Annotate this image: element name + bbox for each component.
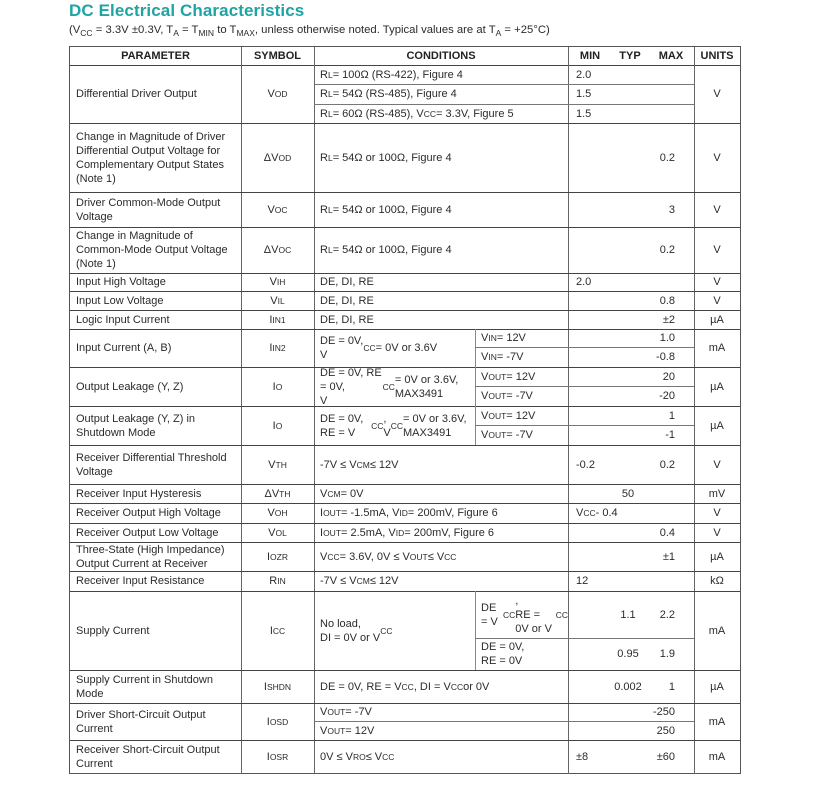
max-value: -0.8	[656, 351, 675, 363]
condition-cell: 0V ≤ V RO ≤ V CC	[320, 751, 395, 763]
condition-cell: DE = 0V, RE = 0V	[481, 641, 525, 667]
symbol-cell: V IL	[270, 294, 285, 307]
condition-main-cell: DE = 0V, V CC = 0V or 3.6V	[320, 335, 438, 361]
parameter-cell: Supply Current in Shutdown Mode	[76, 673, 213, 700]
max-value: -20	[659, 390, 675, 402]
symbol-cell: ΔV TH	[264, 487, 291, 500]
max-value: 3	[668, 203, 675, 216]
condition-cell: DE, DI, RE	[320, 294, 374, 307]
condition-cell: DE = 0V, RE = V CC , DI = V CC or 0V	[320, 680, 490, 693]
condition-cell: V OUT = -7V	[320, 706, 372, 718]
typ-value: 0.002	[614, 680, 642, 693]
dc-characteristics-table	[69, 46, 741, 774]
condition-cell: DE, DI, RE	[320, 276, 374, 288]
units-cell: µA	[710, 313, 724, 326]
parameter-cell: Receiver Input Resistance	[76, 575, 205, 587]
row-divider	[475, 386, 694, 387]
header-symbol: SYMBOL	[253, 50, 302, 62]
max-value: -250	[652, 706, 675, 718]
symbol-cell: V IH	[269, 276, 286, 288]
symbol-cell: I IN2	[269, 342, 286, 354]
units-cell: µA	[710, 550, 724, 563]
parameter-cell: Supply Current	[76, 624, 150, 637]
units-cell: V	[713, 458, 721, 471]
condition-cell: -7V ≤ V CM ≤ 12V	[320, 458, 399, 471]
max-value: 2.2	[659, 608, 675, 621]
units-cell: V	[713, 507, 721, 519]
condition-cell: DE = V CC , RE = 0V or V CC	[481, 594, 568, 635]
parameter-cell: Receiver Output High Voltage	[76, 507, 221, 519]
typ-value: 50	[621, 487, 635, 500]
condition-cell: V OUT = 12V	[320, 724, 375, 737]
max-value: -1	[665, 429, 675, 441]
parameter-cell: Three-State (High Impedance) Output Current at Receiver	[76, 543, 225, 570]
parameter-cell: Output Leakage (Y, Z) in Shutdown Mode	[76, 412, 196, 439]
row-divider	[314, 721, 694, 722]
units-cell: V	[713, 276, 721, 288]
units-cell: mA	[708, 342, 726, 354]
max-value: 0.4	[659, 526, 675, 539]
symbol-cell: I O	[272, 419, 283, 432]
units-cell: V	[713, 88, 721, 100]
parameter-cell: Change in Magnitude of Common-Mode Output Voltage (Note 1)	[76, 230, 228, 270]
min-value: 1.5	[576, 107, 592, 120]
symbol-cell: V OC	[267, 203, 288, 216]
max-value: 1.9	[659, 648, 675, 660]
row-divider	[475, 425, 694, 426]
condition-cell: R L = 54Ω or 100Ω, Figure 4	[320, 151, 452, 164]
condition-cell: V IN = 12V	[481, 332, 526, 344]
condition-cell: V CM = 0V	[320, 487, 364, 500]
parameter-cell: Receiver Output Low Voltage	[76, 526, 219, 539]
min-value: 2.0	[576, 68, 592, 81]
row-divider	[475, 347, 694, 348]
parameter-cell: Receiver Short-Circuit Output Current	[76, 744, 220, 770]
parameter-cell: Change in Magnitude of Driver Differential Output Voltage for Complementary Output States (Note 1)	[76, 130, 226, 185]
max-value: 1	[668, 680, 675, 693]
condition-main-cell: DE = 0V, RE = 0V, V CC = 0V or 3.6V, MAX3491	[320, 366, 459, 407]
max-value: 0.8	[659, 294, 675, 307]
max-value: 0.2	[659, 244, 675, 256]
parameter-cell: Receiver Differential Threshold Voltage	[76, 451, 227, 478]
max-value: 20	[662, 370, 675, 383]
units-cell: V	[713, 151, 721, 164]
symbol-cell: V OL	[268, 526, 287, 539]
parameter-cell: Driver Short-Circuit Output Current	[76, 708, 206, 735]
parameter-cell: Differential Driver Output	[76, 88, 197, 100]
units-cell: µA	[710, 380, 724, 393]
symbol-cell: I O	[272, 380, 283, 393]
condition-cell: V OUT = -7V	[481, 390, 533, 402]
units-cell: µA	[710, 680, 724, 693]
typ-value: 1.1	[620, 608, 636, 621]
symbol-cell: V OD	[267, 88, 288, 100]
parameter-cell: Input High Voltage	[76, 276, 166, 288]
symbol-cell: I SHDN	[263, 680, 292, 693]
condition-cell: V OUT = 12V	[481, 370, 536, 383]
page-title: DC Electrical Characteristics	[69, 1, 305, 20]
parameter-cell: Output Leakage (Y, Z)	[76, 380, 184, 393]
units-cell: V	[713, 526, 721, 539]
condition-cell: R L = 54Ω or 100Ω, Figure 4	[320, 244, 452, 256]
typ-value: 0.95	[617, 648, 639, 660]
symbol-cell: V TH	[268, 458, 287, 471]
symbol-cell: I IN1	[269, 313, 286, 326]
units-cell: kΩ	[710, 575, 724, 587]
condition-cell: R L = 100Ω (RS-422), Figure 4	[320, 68, 463, 81]
condition-cell: -7V ≤ V CM ≤ 12V	[320, 575, 399, 587]
header-min: MIN	[579, 50, 601, 62]
max-value: 1.0	[659, 332, 675, 344]
symbol-cell: ΔV OC	[263, 244, 292, 256]
parameter-cell: Input Current (A, B)	[76, 342, 172, 354]
symbol-cell: R IN	[269, 575, 286, 587]
condition-main-cell: DE = 0V, RE = V CC , V CC = 0V or 3.6V, MAX3491	[320, 412, 467, 439]
units-cell: mV	[708, 487, 726, 500]
condition-cell: V CC = 3.6V, 0V ≤ V OUT ≤ V CC	[320, 550, 457, 563]
condition-cell: R L = 60Ω (RS-485), V CC = 3.3V, Figure 5	[320, 107, 514, 120]
units-cell: V	[713, 203, 721, 216]
condition-main-cell: No load, DI = 0V or V CC	[320, 617, 393, 644]
max-value: ±2	[662, 313, 675, 326]
parameter-cell: Driver Common-Mode Output Voltage	[76, 196, 221, 223]
condition-cell: V OUT = -7V	[481, 429, 533, 441]
row-divider	[314, 104, 694, 105]
symbol-cell: I OSR	[266, 751, 289, 763]
row-divider	[314, 84, 694, 85]
units-cell: mA	[708, 624, 726, 637]
max-value: 0.2	[659, 458, 675, 471]
condition-cell: R L = 54Ω (RS-485), Figure 4	[320, 88, 457, 100]
symbol-cell: I OSD	[266, 715, 289, 728]
header-units: UNITS	[700, 50, 734, 62]
units-cell: mA	[708, 715, 726, 728]
row-divider	[475, 638, 694, 639]
symbol-cell: I CC	[269, 624, 286, 637]
header-typ: TYP	[619, 50, 641, 62]
condition-cell: V IN = -7V	[481, 351, 524, 363]
conditions-subtitle: ($V_{CC} = 3.3V \pm 0.3V$, $T_A = T_{MIN}$ to $T_{MAX}$, unless otherwise noted. Typical values are at $T_A = +25^\circ C$)	[69, 24, 550, 38]
min-value: 12	[576, 575, 589, 587]
header-max: MAX	[658, 50, 684, 62]
max-value: 1	[668, 409, 675, 422]
min-value: 2.0	[576, 276, 592, 288]
max-value: 0.2	[659, 151, 675, 164]
min-value: 1.5	[576, 88, 592, 100]
units-cell: V	[713, 294, 721, 307]
condition-cell: I OUT = 2.5mA, V ID = 200mV, Figure 6	[320, 526, 495, 539]
header-conditions: CONDITIONS	[406, 50, 476, 62]
min-value: -0.2	[576, 458, 595, 471]
units-cell: mA	[708, 751, 726, 763]
symbol-cell: V OH	[267, 507, 288, 519]
symbol-cell: ΔV OD	[263, 151, 292, 164]
max-value: 250	[656, 724, 675, 737]
header-parameter: PARAMETER	[121, 50, 190, 62]
parameter-cell: Receiver Input Hysteresis	[76, 487, 202, 500]
parameter-cell: Input Low Voltage	[76, 294, 164, 307]
max-value: ±1	[662, 550, 675, 563]
condition-cell: I OUT = -1.5mA, V ID = 200mV, Figure 6	[320, 507, 498, 519]
parameter-cell: Logic Input Current	[76, 313, 170, 326]
units-cell: V	[713, 244, 721, 256]
condition-cell: V OUT = 12V	[481, 409, 536, 422]
min-value: ±8	[576, 751, 589, 763]
max-value: ±60	[656, 751, 675, 763]
min-value: V CC - 0.4	[576, 507, 618, 519]
condition-cell: DE, DI, RE	[320, 313, 374, 326]
condition-cell: R L = 54Ω or 100Ω, Figure 4	[320, 203, 452, 216]
symbol-cell: I OZR	[266, 550, 288, 563]
units-cell: µA	[710, 419, 724, 432]
